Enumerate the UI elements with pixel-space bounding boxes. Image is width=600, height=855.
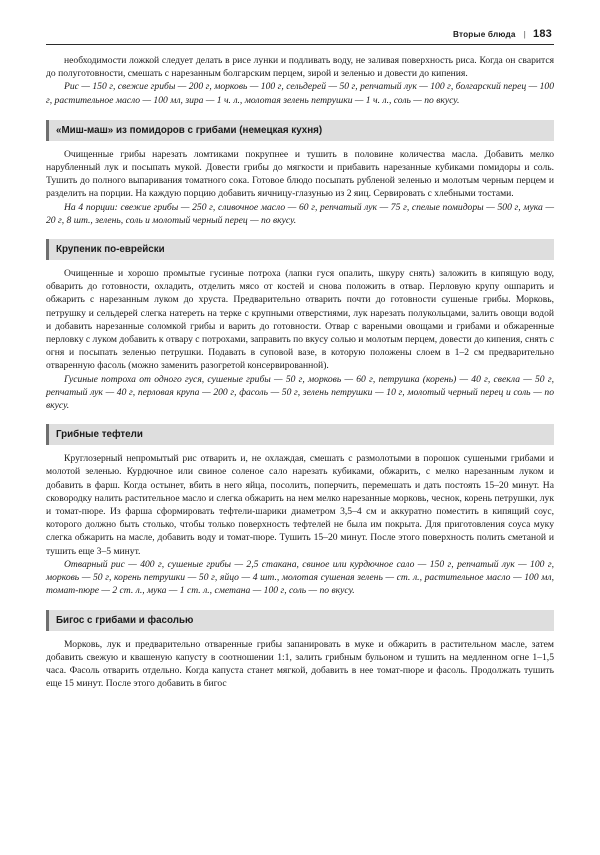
recipe-title: Крупеник по-еврейски [46, 239, 554, 260]
body-paragraph: Очищенные грибы нарезать ломтиками покрупнее и тушить в половине количества масла. Добавить мелко нарубленный лук и посыпать мукой. Довести грибы до мягкости и прибавить нарезанные кубиками помидоры и соль. Тушить до полного выпаривания томатного сока. Готовое блюдо посыпать рубленой зеленью и молотым черным перцем и разделить на порции. На каждую порцию добавить яичницу-глазунью из 2 яиц. Сервировать с хлебными тостами. [46, 148, 554, 200]
page-header [46, 28, 554, 40]
body-paragraph: Морковь, лук и предварительно отваренные грибы запанировать в муке и обжарить в растительном масле, затем добавить свежую и квашеную капусту в соотношении 1:1, залить грибным бульоном и тушить на медленном огне 1–1,5 часа. Фасоль отварить отдельно. Когда капуста станет мягкой, добавить в нее томат-пюре и фасоль. Продолжать тушить еще 15 минут. После этого добавить в бигос [46, 638, 554, 690]
section-bigos [46, 610, 554, 691]
body-paragraph: необходимости ложкой следует делать в рисе лунки и подливать воду, не заливая поверхность риса. Когда он сварится до полуготовности, смешать с нарезанным болгарским перцем, зирой и зеленью и довести до кипения. [46, 55, 554, 80]
body-paragraph: Круглозерный непромытый рис отварить и, не охлаждая, смешать с размолотыми в порошок сушеными грибами и молотой зеленью. Курдючное или свиное соленое сало нарезать кубиками, обжарить, с мелко нарезанным луком и добавить в фарш. Когда остынет, вбить в него яйца, посолить, поперчить, перемешать и дать постоять 15–20 минут. На сковородку налить растительное масло и слегка обжарить на нем мелко нарезанные морковь, чеснок, корень петрушки, лук и томат-пюре. Из фарша сформировать тефтели-шарики диаметром 3,5–4 см и аккуратно поместить в кипящий соус, которого должно быть столько, чтобы только поверхность тефтелей не была им покрыта. Для приготовления соуса муку слегка обжарить на масле, добавить воду и томат-пюре. Тушить 15–20 минут. После этого поверхность полить сметаной и тушить еще 3–5 минут. [46, 453, 554, 557]
header-divider [46, 44, 554, 45]
section-continuation [46, 54, 554, 107]
header-separator: | [523, 29, 527, 39]
page-number: 183 [533, 28, 552, 40]
ingredients-paragraph: На 4 порции: свежие грибы — 250 г, сливочное масло — 60 г, репчатый лук — 75 г, спелые помидоры — 500 г, мука — 20 г, 8 шт., зелень, соль и молотый черный перец — по вкусу. [46, 201, 554, 226]
recipe-title-container [46, 239, 554, 260]
section-gribnye-tefteli [46, 424, 554, 597]
recipe-title-container [46, 120, 554, 141]
recipe-title: Грибные тефтели [46, 424, 554, 445]
recipe-title-container [46, 610, 554, 631]
section-krupenik [46, 239, 554, 412]
recipe-title: «Миш-маш» из помидоров с грибами (немецкая кухня) [46, 120, 554, 141]
ingredients-paragraph: Гусиные потроха от одного гуся, сушеные грибы — 50 г, морковь — 60 г, петрушка (корень) — 40 г, свекла — 50 г, репчатый лук — 40 г, перловая крупа — 200 г, фасоль — 50 г, зелень петрушки — 10 г, молотый черный перец и соль — по вкусу. [46, 373, 554, 412]
ingredients-paragraph: Отварный рис — 400 г, сушеные грибы — 2,5 стакана, свиное или курдючное сало — 150 г, репчатый лук — 100 г, морковь — 50 г, корень петрушки — 50 г, яйцо — 4 шт., молотая сушеная зелень — ст. л., растительное масло — 100 мл, томат-пюре — 2 ст. л., мука — 1 ст. л., сметана — 100 г, соль — по вкусу. [46, 558, 554, 597]
ingredients-paragraph: Рис — 150 г, свежие грибы — 200 г, морковь — 100 г, сельдерей — 50 г, репчатый лук — 100 г, болгарский перец — 100 г, растительное масло — 100 мл, зира — 1 ч. л., молотая зелень петрушки — 1 ч. л., соль — по вкусу. [46, 81, 554, 106]
chapter-title: Вторые блюда [453, 30, 516, 39]
section-mish-mash [46, 120, 554, 227]
recipe-title-container [46, 424, 554, 445]
body-paragraph: Очищенные и хорошо промытые гусиные потроха (лапки гуся опалить, шкуру снять) заложить в кипящую воду, обварить до готовности, охладить, отделить мясо от костей и снова положить в отвар. Перловую крупу ошпарить и обжарить с нарезанным луком до хруста. Предварительно отварить почти до готовности сушеные грибы. Морковь, петрушку и сельдерей слегка натереть на терке с крупными отверстиями, лук нарезать полукольцами, залить овощи водой и добавить нарезанные соломкой грибы и варить до готовности. Отвар с вареными овощами и грибами и обжаренные перловку с луком добавить к отвару с потрохами, заправить по вкусу солью и молотым перцем, довести до кипения, снять с огня и посыпать зеленью петрушки. Подавать в суповой вазе, в которую положены слоем в 1–2 см предварительно отваренную фасоль (можно заменить разогретой консервированной). [46, 268, 554, 372]
recipe-title: Бигос с грибами и фасолью [46, 610, 554, 631]
